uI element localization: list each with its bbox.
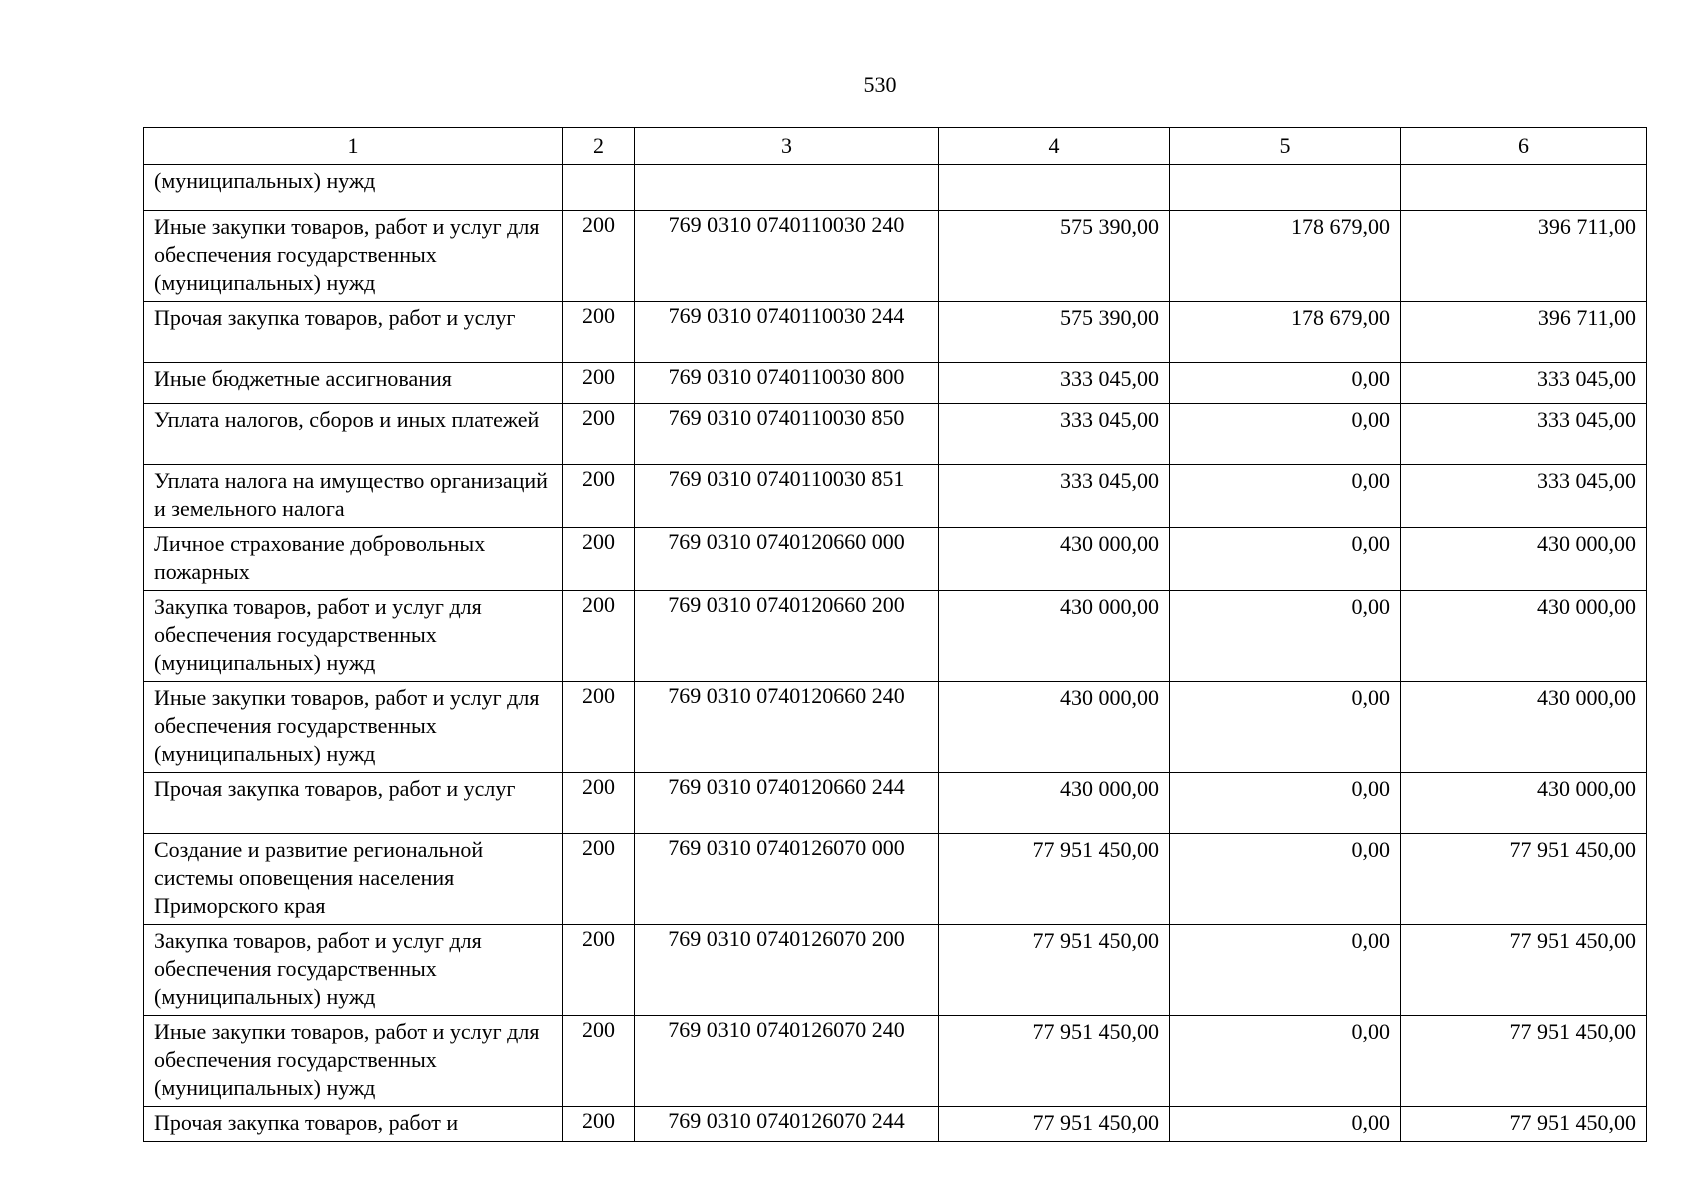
row-value-4-cell: 430 000,00 <box>939 591 1170 682</box>
row-classification-cell: 769 0310 0740126070 244 <box>635 1107 939 1142</box>
row-classification-cell: 769 0310 0740110030 240 <box>635 211 939 302</box>
table-row <box>144 211 1647 302</box>
row-name-cell: (муниципальных) нужд <box>144 165 563 211</box>
row-value-5-cell: 0,00 <box>1170 682 1401 773</box>
row-classification-cell: 769 0310 0740110030 850 <box>635 404 939 465</box>
row-code-cell: 200 <box>563 682 635 773</box>
row-name-cell: Прочая закупка товаров, работ и услуг <box>144 302 563 363</box>
row-name-cell: Уплата налогов, сборов и иных платежей <box>144 404 563 465</box>
row-code-cell: 200 <box>563 302 635 363</box>
row-name-cell: Иные закупки товаров, работ и услуг для обеспечения государственных (муниципальных) нужд <box>144 211 563 302</box>
table-row <box>144 363 1647 404</box>
row-value-4-cell <box>939 165 1170 211</box>
row-value-4-cell: 77 951 450,00 <box>939 1107 1170 1142</box>
row-value-5-cell: 0,00 <box>1170 591 1401 682</box>
table-row <box>144 1016 1647 1107</box>
row-value-5-cell: 178 679,00 <box>1170 211 1401 302</box>
row-classification-cell: 769 0310 0740110030 244 <box>635 302 939 363</box>
column-header-5: 5 <box>1170 128 1401 165</box>
row-value-5-cell: 178 679,00 <box>1170 302 1401 363</box>
row-classification-cell: 769 0310 0740120660 240 <box>635 682 939 773</box>
table-row <box>144 528 1647 591</box>
table-row <box>144 465 1647 528</box>
table-row <box>144 1107 1647 1142</box>
row-value-4-cell: 333 045,00 <box>939 363 1170 404</box>
row-classification-cell: 769 0310 0740110030 800 <box>635 363 939 404</box>
row-classification-cell: 769 0310 0740110030 851 <box>635 465 939 528</box>
row-value-6-cell: 396 711,00 <box>1401 302 1647 363</box>
row-code-cell: 200 <box>563 1107 635 1142</box>
row-value-5-cell: 0,00 <box>1170 528 1401 591</box>
row-value-6-cell: 430 000,00 <box>1401 591 1647 682</box>
row-name-cell: Иные закупки товаров, работ и услуг для обеспечения государственных (муниципальных) нужд <box>144 1016 563 1107</box>
row-code-cell: 200 <box>563 404 635 465</box>
row-code-cell: 200 <box>563 773 635 834</box>
row-value-5-cell: 0,00 <box>1170 925 1401 1016</box>
row-code-cell: 200 <box>563 591 635 682</box>
row-code-cell: 200 <box>563 528 635 591</box>
row-value-4-cell: 77 951 450,00 <box>939 1016 1170 1107</box>
table-row <box>144 925 1647 1016</box>
row-classification-cell: 769 0310 0740126070 200 <box>635 925 939 1016</box>
row-value-4-cell: 430 000,00 <box>939 773 1170 834</box>
row-classification-cell: 769 0310 0740126070 000 <box>635 834 939 925</box>
page-number: 530 <box>863 72 897 97</box>
row-name-cell: Иные закупки товаров, работ и услуг для обеспечения государственных (муниципальных) нужд <box>144 682 563 773</box>
row-name-cell: Закупка товаров, работ и услуг для обеспечения государственных (муниципальных) нужд <box>144 591 563 682</box>
row-value-4-cell: 333 045,00 <box>939 404 1170 465</box>
row-value-4-cell: 575 390,00 <box>939 302 1170 363</box>
table-header-row <box>144 128 1647 165</box>
row-value-6-cell: 333 045,00 <box>1401 465 1647 528</box>
table-row <box>144 682 1647 773</box>
row-classification-cell: 769 0310 0740120660 244 <box>635 773 939 834</box>
row-value-6-cell: 77 951 450,00 <box>1401 1016 1647 1107</box>
row-value-4-cell: 575 390,00 <box>939 211 1170 302</box>
row-name-cell: Уплата налога на имущество организаций и земельного налога <box>144 465 563 528</box>
row-value-6-cell <box>1401 165 1647 211</box>
row-code-cell: 200 <box>563 1016 635 1107</box>
row-value-6-cell: 430 000,00 <box>1401 682 1647 773</box>
row-value-6-cell: 430 000,00 <box>1401 528 1647 591</box>
row-value-4-cell: 333 045,00 <box>939 465 1170 528</box>
row-value-6-cell: 333 045,00 <box>1401 363 1647 404</box>
row-value-6-cell: 77 951 450,00 <box>1401 1107 1647 1142</box>
row-name-cell: Создание и развитие региональной системы оповещения населения Приморского края <box>144 834 563 925</box>
row-name-cell: Прочая закупка товаров, работ и услуг <box>144 773 563 834</box>
row-value-5-cell: 0,00 <box>1170 773 1401 834</box>
row-value-4-cell: 77 951 450,00 <box>939 834 1170 925</box>
row-value-6-cell: 77 951 450,00 <box>1401 925 1647 1016</box>
table-row <box>144 165 1647 211</box>
row-value-6-cell: 77 951 450,00 <box>1401 834 1647 925</box>
row-value-6-cell: 430 000,00 <box>1401 773 1647 834</box>
row-value-5-cell: 0,00 <box>1170 834 1401 925</box>
budget-table <box>143 127 1647 1142</box>
row-value-5-cell: 0,00 <box>1170 465 1401 528</box>
row-name-cell: Иные бюджетные ассигнования <box>144 363 563 404</box>
table-row <box>144 302 1647 363</box>
row-classification-cell: 769 0310 0740126070 240 <box>635 1016 939 1107</box>
row-value-5-cell: 0,00 <box>1170 1016 1401 1107</box>
row-value-5-cell: 0,00 <box>1170 363 1401 404</box>
row-value-4-cell: 430 000,00 <box>939 528 1170 591</box>
column-header-4: 4 <box>939 128 1170 165</box>
column-header-1: 1 <box>144 128 563 165</box>
row-classification-cell <box>635 165 939 211</box>
row-value-5-cell: 0,00 <box>1170 1107 1401 1142</box>
row-value-4-cell: 430 000,00 <box>939 682 1170 773</box>
row-code-cell: 200 <box>563 363 635 404</box>
row-code-cell: 200 <box>563 211 635 302</box>
row-value-5-cell <box>1170 165 1401 211</box>
column-header-2: 2 <box>563 128 635 165</box>
row-value-5-cell: 0,00 <box>1170 404 1401 465</box>
row-classification-cell: 769 0310 0740120660 000 <box>635 528 939 591</box>
row-value-4-cell: 77 951 450,00 <box>939 925 1170 1016</box>
table-row <box>144 773 1647 834</box>
row-value-6-cell: 333 045,00 <box>1401 404 1647 465</box>
row-value-6-cell: 396 711,00 <box>1401 211 1647 302</box>
row-code-cell: 200 <box>563 465 635 528</box>
row-code-cell: 200 <box>563 925 635 1016</box>
row-code-cell: 200 <box>563 834 635 925</box>
row-classification-cell: 769 0310 0740120660 200 <box>635 591 939 682</box>
row-name-cell: Прочая закупка товаров, работ и <box>144 1107 563 1142</box>
column-header-3: 3 <box>635 128 939 165</box>
row-name-cell: Закупка товаров, работ и услуг для обеспечения государственных (муниципальных) нужд <box>144 925 563 1016</box>
column-header-6: 6 <box>1401 128 1647 165</box>
table-row <box>144 404 1647 465</box>
table-row <box>144 834 1647 925</box>
row-code-cell <box>563 165 635 211</box>
table-row <box>144 591 1647 682</box>
row-name-cell: Личное страхование добровольных пожарных <box>144 528 563 591</box>
